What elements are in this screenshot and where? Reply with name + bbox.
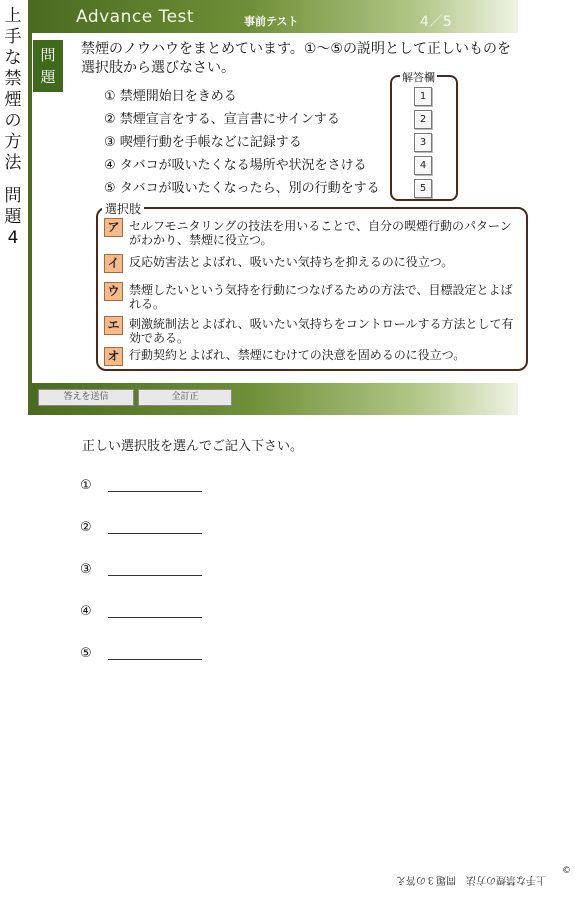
side-title-char: 上 — [4, 6, 22, 26]
answer-slot-2[interactable]: 2 — [414, 110, 432, 129]
side-title-char: の — [4, 111, 22, 131]
side-title-char: 法 — [4, 153, 22, 173]
question-text: 禁煙のノウハウをまとめています。①～⑤の説明として正しいものを選択肢から選びなさい。 — [81, 41, 511, 76]
fill-row-number: ① — [80, 478, 92, 493]
side-title-char: 4 — [7, 228, 19, 248]
sub-title: 事前テスト — [244, 15, 299, 28]
badge-char: 問 — [40, 46, 56, 64]
choice-tag[interactable]: エ — [104, 316, 123, 335]
side-title-char: 禁 — [4, 69, 22, 89]
choice-text: 禁煙したいという気持を行動につなげるための方法で、目標設定とよばれる。 — [129, 283, 513, 311]
worksheet-instruction: 正しい選択肢を選んでご記入下さい。 — [82, 439, 304, 454]
choice-text: 反応妨害法とよばれ、吸いたい気持ちを抑えるのに役立つ。 — [129, 255, 454, 269]
choice-tag[interactable]: ア — [104, 218, 123, 237]
fill-line[interactable] — [108, 491, 202, 492]
page-indicator: 4／5 — [420, 14, 452, 30]
choice-box — [96, 202, 528, 371]
answer-slot-1[interactable]: 1 — [414, 87, 432, 106]
side-title-char: 問 — [4, 186, 22, 206]
fill-line[interactable] — [108, 617, 202, 618]
upside-down-footer-note: 上手な禁煙の方法 問題３の答え — [396, 874, 546, 885]
statement-item: ⑤ タバコが吸いたくなったら、別の行動をする — [104, 181, 380, 196]
fill-row-number: ⑤ — [80, 646, 92, 661]
side-title-char: 煙 — [4, 90, 22, 110]
question-badge — [33, 40, 63, 92]
choice-tag[interactable]: イ — [104, 254, 123, 273]
statement-item: ② 禁煙宣言をする、宣言書にサインする — [104, 112, 340, 127]
panel-header — [28, 0, 518, 33]
choice-text: セルフモニタリングの技法を用いることで、自分の喫煙行動のパターンがわかり、禁煙に役立つ。 — [129, 219, 512, 247]
side-title-gap — [2, 174, 24, 186]
choice-tag[interactable]: オ — [104, 347, 123, 366]
statement-item: ④ タバコが吸いたくなる場所や状況をさける — [104, 158, 367, 173]
fill-line[interactable] — [108, 533, 202, 534]
badge-char: 題 — [40, 68, 56, 86]
statement-list — [104, 85, 380, 200]
fill-row-number: ② — [80, 520, 92, 535]
side-title-char: な — [4, 48, 22, 68]
app-title: Advance Test — [76, 7, 195, 27]
clear-all-button[interactable]: 全訂正 — [138, 389, 232, 406]
answer-slot-4[interactable]: 4 — [414, 156, 432, 175]
quiz-panel — [28, 0, 518, 415]
fill-row-number: ④ — [80, 604, 92, 619]
fill-line[interactable] — [108, 575, 202, 576]
choice-tag[interactable]: ウ — [104, 282, 123, 301]
answer-box — [390, 71, 458, 201]
answer-slot-5[interactable]: 5 — [414, 179, 432, 198]
choice-box-label: 選択肢 — [102, 200, 144, 217]
side-title-char: 方 — [4, 132, 22, 152]
choice-text: 行動契約とよばれ、禁煙にむけての決意を固めるのに役立つ。 — [129, 348, 466, 362]
choice-text: 刺激統制法とよばれ、吸いたい気持ちをコントロールする方法として有効である。 — [129, 317, 514, 345]
left-accent-bar — [28, 33, 32, 383]
side-title — [2, 6, 24, 249]
fill-line[interactable] — [108, 659, 202, 660]
statement-item: ③ 喫煙行動を手帳などに記録する — [104, 135, 302, 150]
copyright-mark: © — [562, 866, 571, 876]
side-title-char: 題 — [4, 207, 22, 227]
submit-answer-button[interactable]: 答えを送信 — [38, 389, 134, 406]
answer-slot-3[interactable]: 3 — [414, 133, 432, 152]
statement-item: ① 禁煙開始日をきめる — [104, 89, 237, 104]
panel-footer — [28, 383, 518, 415]
side-title-char: 手 — [4, 27, 22, 47]
answer-box-label: 解答欄 — [402, 71, 435, 84]
fill-row-number: ③ — [80, 562, 92, 577]
